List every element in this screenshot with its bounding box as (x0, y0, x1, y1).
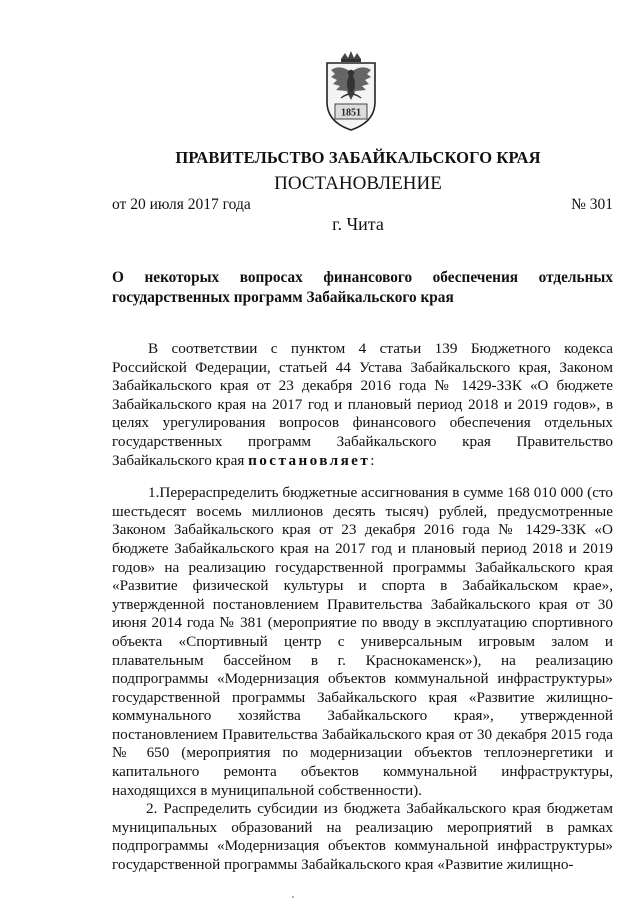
decree-word: постановляет (248, 451, 371, 469)
preamble-ending: : (370, 451, 375, 469)
scan-speck (292, 896, 294, 898)
document-type: ПОСТАНОВЛЕНИЕ (274, 173, 442, 194)
document-date: от 20 июля 2017 года (112, 196, 251, 213)
paragraph-2: 2. Распределить субсидии из бюджета Забайкальского края бюджетам муниципальных образований на реализацию мероприятий в рамках подпрограммы «Модернизация объектов коммунальной инфраструктуры» государственной программы Забайкальского края «Развитие жилищно- (112, 800, 613, 874)
coat-of-arms-icon (322, 50, 380, 132)
document-city: г. Чита (332, 214, 384, 234)
preamble-paragraph (112, 340, 613, 470)
document-number: № 301 (571, 196, 613, 213)
document-body (112, 340, 613, 875)
paragraph-1: 1.Перераспределить бюджетные ассигнования в сумме 168 010 000 (сто шестьдесят восемь миллионов десять тысяч) рублей, предусмотренные Законом Забайкальского края от 23 декабря 2016 года № 1429-ЗЗК «О бюджете Забайкальского края на 2017 год и плановый период 2018 и 2019 годов» на реализацию государственной программы Забайкальского края «Развитие физической культуры и спорта в Забайкальском крае», утвержденной постановлением Правительства Забайкальского края от 30 июня 2014 года № 381 (мероприятие по вводу в эксплуатацию спортивного объекта «Спортивный центр с универсальным игровым залом и плавательным бассейном в г. Краснокаменск»), на реализацию подпрограммы «Модернизация объектов коммунальной инфраструктуры» государственной программы Забайкальского края «Развитие жилищно-коммунального хозяйства Забайкальского края», утвержденной постановлением Правительства Забайкальского края от 30 декабря 2015 года № 650 (мероприятия по модернизации объектов теплоэнергетики и капитального ремонта объектов коммунальной инфраструктуры, находящихся в муниципальной собственности). (112, 484, 613, 799)
preamble-text: В соответствии с пунктом 4 статьи 139 Бюджетного кодекса Российской Федерации, статьей 44 Устава Забайкальского края, Законом Забайкальского края от 23 декабря 2016 года № 1429-ЗЗК «О бюджете Забайкальского края на 2017 год и плановый период 2018 и 2019 годов», в целях урегулирования вопросов финансового обеспечения отдельных государственных программ Забайкальского края Правительство Забайкальского края (112, 340, 613, 469)
document-subject: О некоторых вопросах финансового обеспечения отдельных государственных программ Забайкальского края (112, 269, 613, 306)
emblem-year: 1851 (341, 107, 361, 119)
organization-title: ПРАВИТЕЛЬСТВО ЗАБАЙКАЛЬСКОГО КРАЯ (175, 148, 541, 167)
